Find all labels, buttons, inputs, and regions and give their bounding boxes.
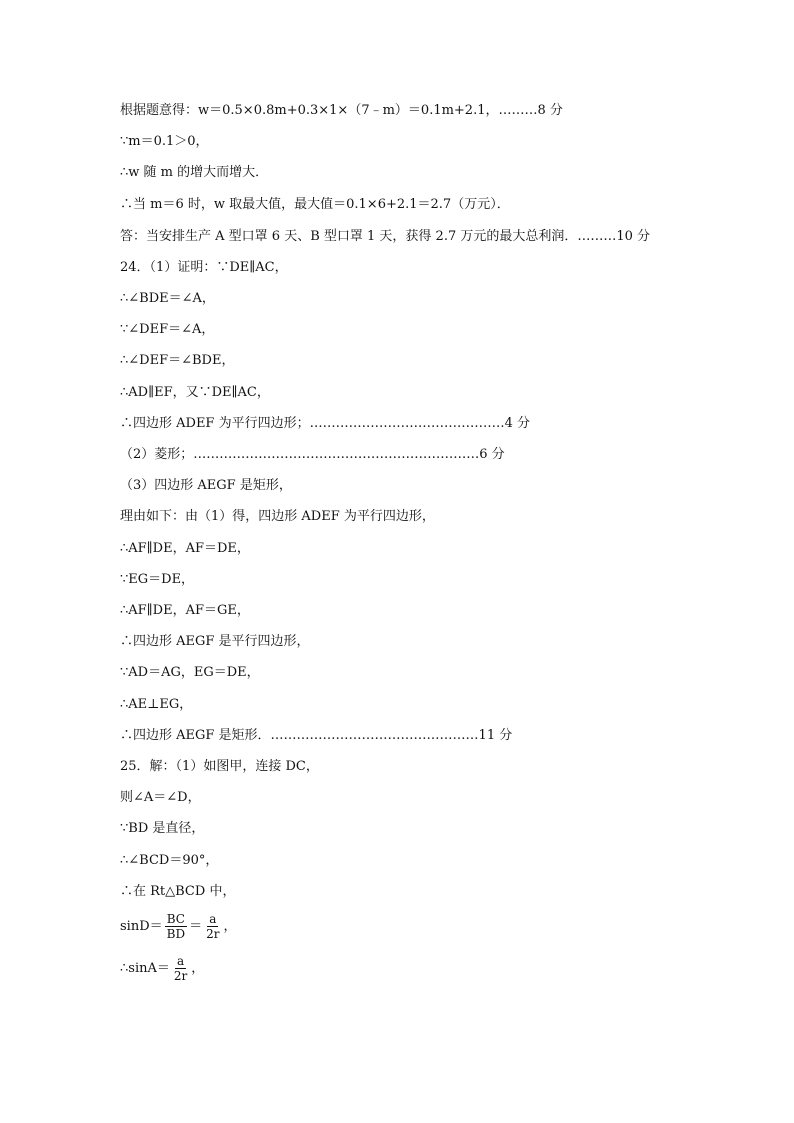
text-line-1: 根据题意得：w＝0.5×0.8m+0.3×1×（7﹣m）＝0.1m+2.1，………8 分 <box>120 103 563 118</box>
text-line-19: ∵AD＝AG，EG＝DE， <box>120 665 260 680</box>
text-line-21: ∴四边形 AEGF 是矩形．…………………………………………11 分 <box>120 728 513 743</box>
text-line-16: ∵EG＝DE， <box>120 572 195 587</box>
fraction-numerator: BC <box>166 912 185 926</box>
text-line-18: ∴四边形 AEGF 是平行四边形， <box>120 634 310 649</box>
formula-sin-a-lhs: ∴sinA＝ <box>120 960 170 976</box>
fraction-denominator: BD <box>166 927 186 941</box>
text-line-15: ∴AF∥DE，AF＝DE， <box>120 541 250 556</box>
text-line-4: ∴当 m＝6 时，w 取最大值，最大值＝0.1×6+2.1＝2.7（万元）． <box>120 197 510 212</box>
fraction-denominator: 2r <box>206 927 220 941</box>
text-line-24: ∵BD 是直径， <box>120 821 205 836</box>
text-line-7: ∴∠BDE＝∠A， <box>120 291 215 306</box>
formula-tail: ， <box>223 918 237 934</box>
text-line-26: ∴在 Rt△BCD 中， <box>120 884 236 899</box>
fraction-numerator: a <box>176 954 185 968</box>
text-line-8: ∵∠DEF＝∠A， <box>120 322 215 337</box>
fraction-a-2r <box>204 912 221 941</box>
text-line-14: 理由如下：由（1）得，四边形 ADEF 为平行四边形， <box>120 509 435 524</box>
fraction-denominator: 2r <box>173 969 188 983</box>
text-line-12: （2）菱形；…………………………………………………………6 分 <box>120 447 505 462</box>
text-line-20: ∴AE⊥EG， <box>120 697 193 712</box>
formula-sin-d <box>120 912 236 941</box>
text-line-11: ∴四边形 ADEF 为平行四边形；………………………………………4 分 <box>120 416 530 431</box>
formula-equals: ＝ <box>189 918 203 934</box>
formula-sin-d-lhs: sinD＝ <box>120 918 163 934</box>
text-line-3: ∴w 随 m 的增大而增大． <box>120 165 269 180</box>
formula-sin-a <box>120 954 204 983</box>
formula-tail: ， <box>191 960 205 976</box>
text-line-6: 24．（1）证明：∵DE∥AC， <box>120 260 288 275</box>
text-line-10: ∴AD∥EF，又∵DE∥AC， <box>120 385 270 400</box>
fraction-bc-bd <box>165 912 187 941</box>
text-line-5: 答：当安排生产 A 型口罩 6 天、B 型口罩 1 天，获得 2.7 万元的最大总利润．………10 分 <box>120 229 651 244</box>
text-line-9: ∴∠DEF＝∠BDE， <box>120 353 235 368</box>
text-line-25: ∴∠BCD＝90°， <box>120 853 219 868</box>
text-line-13: （3）四边形 AEGF 是矩形， <box>120 478 292 493</box>
text-line-17: ∴AF∥DE，AF＝GE， <box>120 603 250 618</box>
fraction-numerator: a <box>209 912 217 926</box>
text-line-2: ∵m＝0.1＞0， <box>120 134 209 149</box>
text-line-22: 25．解：（1）如图甲，连接 DC， <box>120 759 319 774</box>
fraction-a-2r <box>172 954 189 983</box>
text-line-23: 则∠A＝∠D， <box>120 790 201 805</box>
